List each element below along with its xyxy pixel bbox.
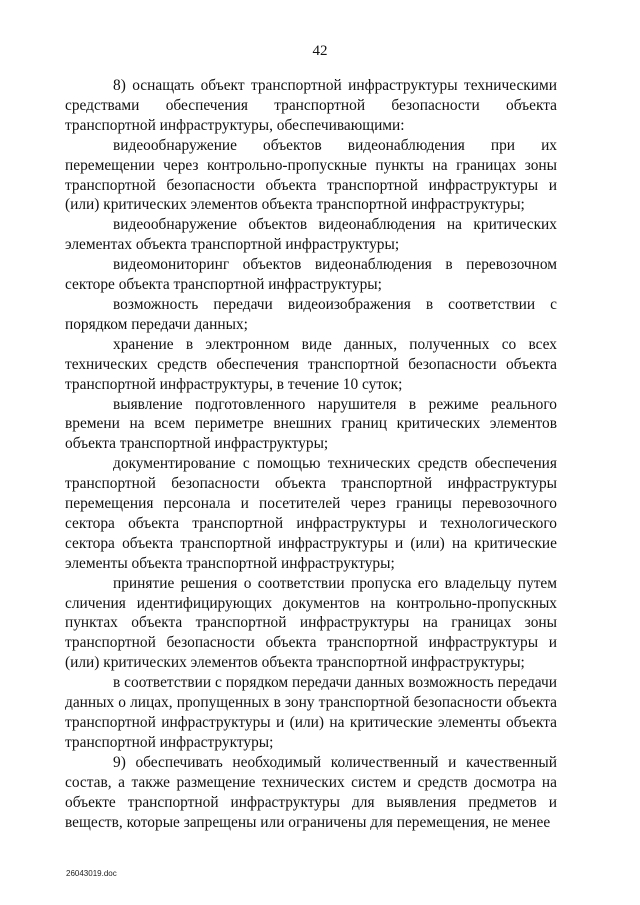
paragraph-video-detection-checkpoints: видеообнаружение объектов видеонаблюдения при их перемещении через контрольно-пропускные пункты на границах зоны транспортной безопасности объекта транспортной инфраструктуры и (или) критических элементов объекта транспортной инфраструктуры; xyxy=(65,136,557,214)
paragraph-pass-verification: принятие решения о соответствии пропуска его владельцу путем сличения идентифицирующих документов на контрольно-пропускных пунктах объекта транспортной инфраструктуры на границах зоны транспортной безопасности объекта транспортной инфраструктуры и (или) критических элементов объекта транспортной инфраструктуры; xyxy=(65,574,557,672)
paragraph-intruder-detection: выявление подготовленного нарушителя в режиме реального времени на всем периметре внешних границ критических элементов объекта транспортной инфраструктуры; xyxy=(65,395,557,453)
paragraph-video-monitoring: видеомониторинг объектов видеонаблюдения в перевозочном секторе объекта транспортной инфраструктуры; xyxy=(65,256,557,294)
page-number: 42 xyxy=(312,43,328,59)
footer-document-code: 26043019.doc xyxy=(66,869,117,878)
paragraph-data-transfer-persons: в соответствии с порядком передачи данных возможность передачи данных о лицах, пропущенных в зону транспортной безопасности объекта транспортной инфраструктуры и (или) на критические элементы объекта транспортной инфраструктуры; xyxy=(65,674,557,751)
paragraph-documentation: документирование с помощью технических средств обеспечения транспортной безопасности объекта транспортной инфраструктуры перемещения персонала и посетителей через границы перевозочного сектора объекта транспортной инфраструктуры и технологического сектора объекта транспортной инфраструктуры и (или) на критические элементы объекта транспортной инфраструктуры; xyxy=(65,455,557,572)
paragraph-item-9: 9) обеспечивать необходимый количественный и качественный состав, а также размещение технических систем и средств досмотра на объекте транспортной инфраструктуры для выявления предметов и веществ, которые запрещены или ограничены для перемещения, не менее xyxy=(65,753,557,831)
paragraph-video-transfer: возможность передачи видеоизображения в соответствии с порядком передачи данных; xyxy=(65,295,557,333)
document-body xyxy=(65,76,557,832)
paragraph-item-8: 8) оснащать объект транспортной инфраструктуры техническими средствами обеспечения транспортной безопасности объекта транспортной инфраструктуры, обеспечивающими: xyxy=(65,77,557,134)
paragraph-data-storage: хранение в электронном виде данных, полученных со всех технических средств обеспечения транспортной безопасности объекта транспортной инфраструктуры, в течение 10 суток; xyxy=(65,335,557,393)
paragraph-video-detection-critical-elements: видеообнаружение объектов видеонаблюдения на критических элементах объекта транспортной инфраструктуры; xyxy=(65,216,557,254)
